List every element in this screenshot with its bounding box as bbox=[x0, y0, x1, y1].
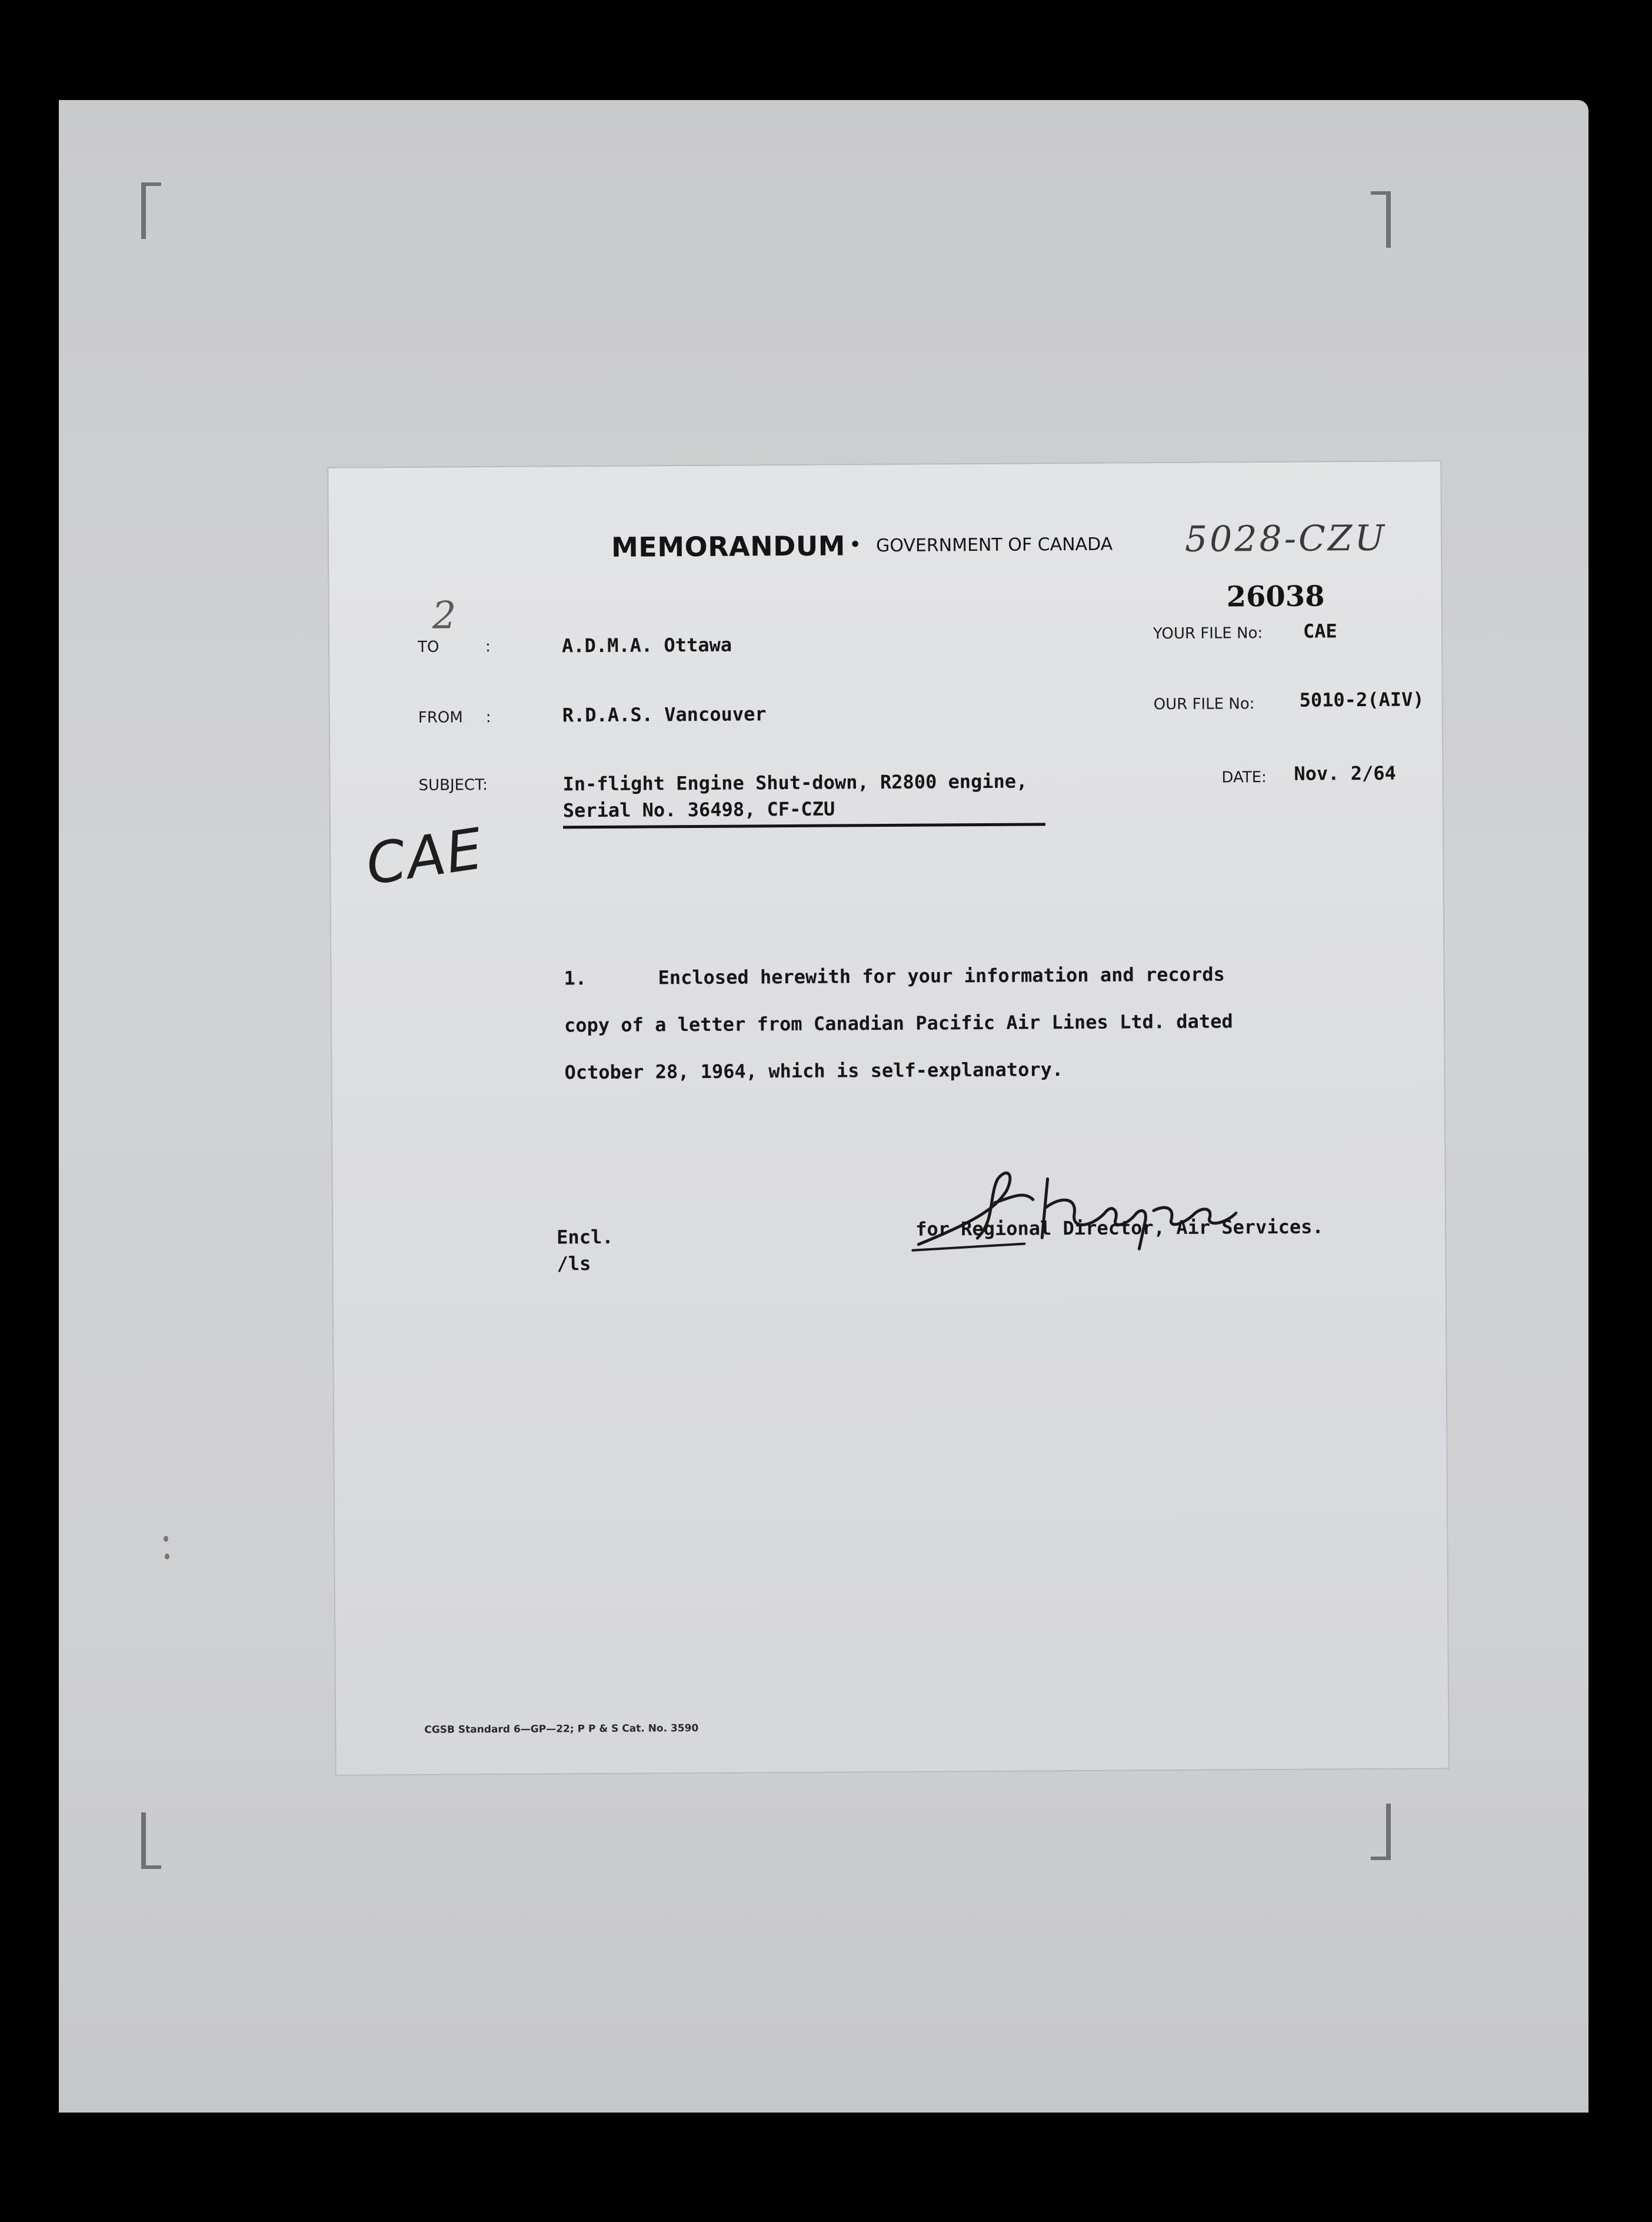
dust-speck bbox=[165, 1554, 169, 1559]
to-label: TO bbox=[418, 638, 439, 656]
date-label: DATE: bbox=[1221, 769, 1267, 787]
your-file-label: YOUR FILE No: bbox=[1153, 624, 1263, 643]
crop-mark-top-right bbox=[1371, 191, 1391, 248]
subject-line-1: In-flight Engine Shut-down, R2800 engine, bbox=[562, 770, 1028, 796]
our-file-label: OUR FILE No: bbox=[1153, 695, 1255, 714]
crop-mark-bottom-right bbox=[1371, 1804, 1391, 1860]
government-heading: GOVERNMENT OF CANADA bbox=[875, 534, 1113, 557]
crop-mark-bottom-left bbox=[141, 1812, 161, 1869]
from-colon: : bbox=[485, 708, 491, 727]
paragraph-number: 1. bbox=[564, 967, 587, 990]
signature-caption: for Regional Director, Air Services. bbox=[915, 1215, 1324, 1240]
subject-underline bbox=[563, 823, 1045, 829]
subject-label: SUBJECT: bbox=[418, 776, 488, 794]
paragraph-line-1: Enclosed herewith for your information and records bbox=[658, 963, 1225, 989]
typist-initials: /ls bbox=[557, 1252, 591, 1275]
paragraph-line-2: copy of a letter from Canadian Pacific Air Lines Ltd. dated bbox=[564, 1010, 1233, 1037]
memo-title: MEMORANDUM bbox=[611, 530, 846, 563]
handwritten-signature bbox=[906, 1154, 1271, 1256]
form-code: CGSB Standard 6—GP—22; P P & S Cat. No. 3590 bbox=[424, 1722, 699, 1736]
your-file-value: CAE bbox=[1303, 620, 1337, 643]
dust-speck bbox=[164, 1536, 168, 1542]
handwritten-cae-note: CAE bbox=[362, 815, 488, 898]
from-label: FROM bbox=[418, 708, 463, 727]
paragraph-line-3: October 28, 1964, which is self-explanatory. bbox=[564, 1058, 1064, 1084]
to-colon: : bbox=[485, 638, 491, 656]
title-bullet: • bbox=[849, 534, 861, 556]
memorandum-sheet bbox=[328, 461, 1448, 1775]
enclosure-label: Encl. bbox=[557, 1225, 614, 1249]
from-value: R.D.A.S. Vancouver bbox=[562, 703, 767, 727]
handwritten-mark: 2 bbox=[432, 594, 457, 638]
subject-line-2: Serial No. 36498, CF-CZU bbox=[562, 797, 835, 822]
crop-mark-top-left bbox=[141, 182, 161, 239]
handwritten-file-number: 5028-CZU bbox=[1184, 517, 1387, 560]
our-file-value: 5010-2(AIV) bbox=[1299, 688, 1424, 711]
to-value: A.D.M.A. Ottawa bbox=[561, 633, 732, 657]
stamped-number: 26038 bbox=[1226, 580, 1325, 614]
date-value: Nov. 2/64 bbox=[1294, 761, 1396, 785]
